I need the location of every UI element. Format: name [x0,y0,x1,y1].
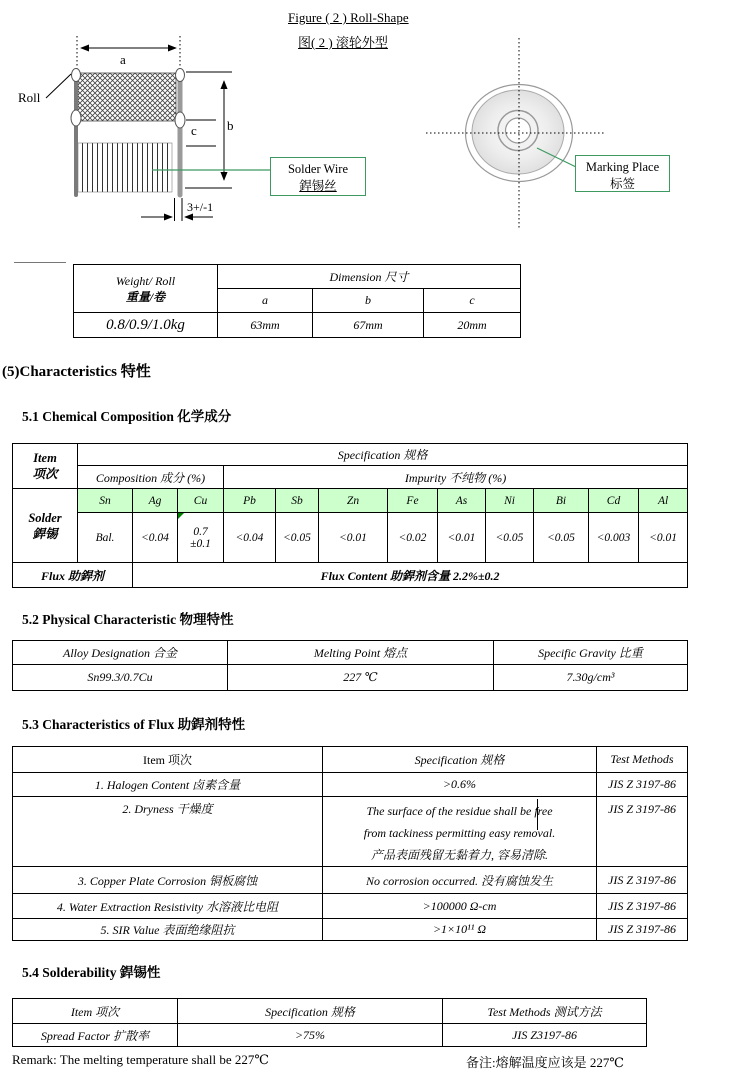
cell-element-as: As [438,489,486,513]
cell-b-value: 67mm [313,313,424,338]
cell-flux-spec-header: Specification 规格 [323,747,597,773]
marking-place-label-zh: 标签 [609,177,635,191]
cell-value-fe: <0.02 [388,513,438,563]
cell-value-sn: Bal. [78,513,133,563]
flux-characteristics-table [12,746,688,941]
cell-corrosion-item: 3. Copper Plate Corrosion 铜板腐蚀 [13,867,323,894]
cell-spread-spec: >75% [178,1024,443,1047]
cell-sold-item-header: Item 项次 [13,999,178,1024]
section-5-2-heading: 5.2 Physical Characteristic 物理特性 [22,612,234,627]
cell-c-value: 20mm [424,313,521,338]
cell-weight-header [74,265,218,313]
roll-hatched-area [78,73,176,121]
solder-wire-label-zh: 銲锡丝 [299,179,337,193]
cell-solder-label [13,489,78,563]
cell-flux-content: Flux Content 助銲剂含量 2.2%±0.2 [133,563,688,588]
cell-melting-value: 227 ℃ [228,665,494,691]
cell-dryness-test: JIS Z 3197-86 [597,797,688,867]
cell-composition-header: Composition 成分 (%) [78,466,224,489]
cell-a-value: 63mm [218,313,313,338]
cell-sir-test: JIS Z 3197-86 [597,919,688,941]
cell-value-cu [178,513,224,563]
solder-wire-area [78,143,172,192]
chemical-composition-table [12,443,688,588]
cell-sold-test-header: Test Methods 测试方法 [443,999,647,1024]
center-hole [506,118,531,143]
cell-gravity-header: Specific Gravity 比重 [494,641,688,665]
cell-value-ni: <0.05 [486,513,534,563]
weight-dimension-table [73,264,521,338]
cell-impurity-header: Impurity 不纯物 (%) [224,466,688,489]
cell-dimension-header: Dimension 尺寸 [218,265,521,289]
figure-title-en: Figure ( 2 ) Roll-Shape [288,10,409,25]
flange-hole [72,69,81,82]
cell-element-sb: Sb [276,489,319,513]
cell-sir-spec: >1×10¹¹ Ω [323,919,597,941]
cell-spread-factor: Spread Factor 扩散率 [13,1024,178,1047]
cell-value-cd: <0.003 [589,513,639,563]
remark-zh: 备注:熔解温度应该是 227℃ [466,1055,624,1070]
cell-resistivity-test: JIS Z 3197-86 [597,894,688,919]
cell-corrosion-spec: No corrosion occurred. 没有腐蚀发生 [323,867,597,894]
cell-item-header [13,444,78,489]
cell-sold-spec-header: Specification 规格 [178,999,443,1024]
roll-front-view-diagram [420,33,620,233]
weight-header-en: Weight/ Roll [115,273,176,288]
cell-col-a: a [218,289,313,313]
cell-halogen-test: JIS Z 3197-86 [597,773,688,797]
solder-label-zh: 銲锡 [32,526,58,541]
dimension-b-label: b [227,118,234,133]
cu-value-line2: ±0.1 [190,537,211,550]
remark-en: Remark: The melting temperature shall be 227℃ [12,1052,269,1067]
comment-marker-icon [178,513,184,519]
cell-value-zn: <0.01 [319,513,388,563]
weight-header-zh: 重量/卷 [125,289,166,304]
cell-element-fe: Fe [388,489,438,513]
flange-hole [175,112,185,128]
solder-wire-callout [270,157,366,196]
cell-element-pb: Pb [224,489,276,513]
section-5-3-heading: 5.3 Characteristics of Flux 助銲剂特性 [22,717,246,732]
dryness-spec-line1: The surface of the residue shall be free [366,804,553,818]
cell-specification-header: Specification 规格 [78,444,688,466]
cell-col-b: b [313,289,424,313]
cell-col-c: c [424,289,521,313]
cell-element-al: Al [639,489,688,513]
cell-value-bi: <0.05 [534,513,589,563]
cell-gravity-value: 7.30g/cm³ [494,665,688,691]
marking-place-label-en: Marking Place [585,160,660,174]
cell-corrosion-test: JIS Z 3197-86 [597,867,688,894]
cell-sir-item: 5. SIR Value 表面绝缘阻抗 [13,919,323,941]
section-5-1-heading: 5.1 Chemical Composition 化学成分 [22,409,232,424]
figure-title-zh: 图( 2 ) 滚轮外型 [298,35,388,50]
marking-place-callout [575,155,670,192]
cell-border-artifact [537,799,538,830]
cell-flux-test-header: Test Methods [597,747,688,773]
cell-element-sn: Sn [78,489,133,513]
dryness-spec-line2: from tackiness permitting easy removal. [363,826,556,840]
cell-halogen-spec: >0.6% [323,773,597,797]
cell-element-cu: Cu [178,489,224,513]
cell-dryness-item: 2. Dryness 干燥度 [13,797,323,867]
item-header-zh: 项次 [32,467,58,481]
cell-element-zn: Zn [319,489,388,513]
cell-value-sb: <0.05 [276,513,319,563]
cell-element-cd: Cd [589,489,639,513]
cell-value-pb: <0.04 [224,513,276,563]
dryness-spec-line3: 产品表面残留无黏着力, 容易清除. [370,848,548,862]
flange-hole [71,110,81,126]
dimension-c-label: c [191,123,197,138]
physical-characteristic-table [12,640,688,691]
cell-value-ag: <0.04 [133,513,178,563]
roll-leader-line [46,74,71,98]
cell-element-bi: Bi [534,489,589,513]
cell-spread-test: JIS Z3197-86 [443,1024,647,1047]
cell-alloy-value: Sn99.3/0.7Cu [13,665,228,691]
cell-value-al: <0.01 [639,513,688,563]
cell-element-ni: Ni [486,489,534,513]
cell-element-ag: Ag [133,489,178,513]
cell-flux-label: Flux 助銲剂 [13,563,133,588]
cell-halogen-item: 1. Halogen Content 卤素含量 [13,773,323,797]
cell-resistivity-spec: >100000 Ω-cm [323,894,597,919]
section-5-4-heading: 5.4 Solderability 銲锡性 [22,965,161,980]
dimension-a-label: a [120,52,126,67]
solder-wire-label-en: Solder Wire [287,162,349,176]
cell-dryness-spec [323,797,597,867]
flange-dimension-label: 3+/-1 [187,200,214,214]
roll-label: Roll [18,90,41,105]
cell-melting-header: Melting Point 熔点 [228,641,494,665]
cell-weight-value: 0.8/0.9/1.0kg [74,313,218,338]
solder-label-en: Solder [28,510,62,525]
flange-hole [176,69,185,82]
solderability-table [12,998,647,1047]
cell-resistivity-item: 4. Water Extraction Resistivity 水溶液比电阻 [13,894,323,919]
cell-flux-item-header: Item 项次 [13,747,323,773]
item-header-en: Item [33,451,57,465]
margin-artifact-line [14,262,66,263]
section-5-heading: (5)Characteristics 特性 [2,364,151,380]
cell-alloy-header: Alloy Designation 合金 [13,641,228,665]
cu-value-line1: 0.7 [193,525,208,538]
cell-value-as: <0.01 [438,513,486,563]
